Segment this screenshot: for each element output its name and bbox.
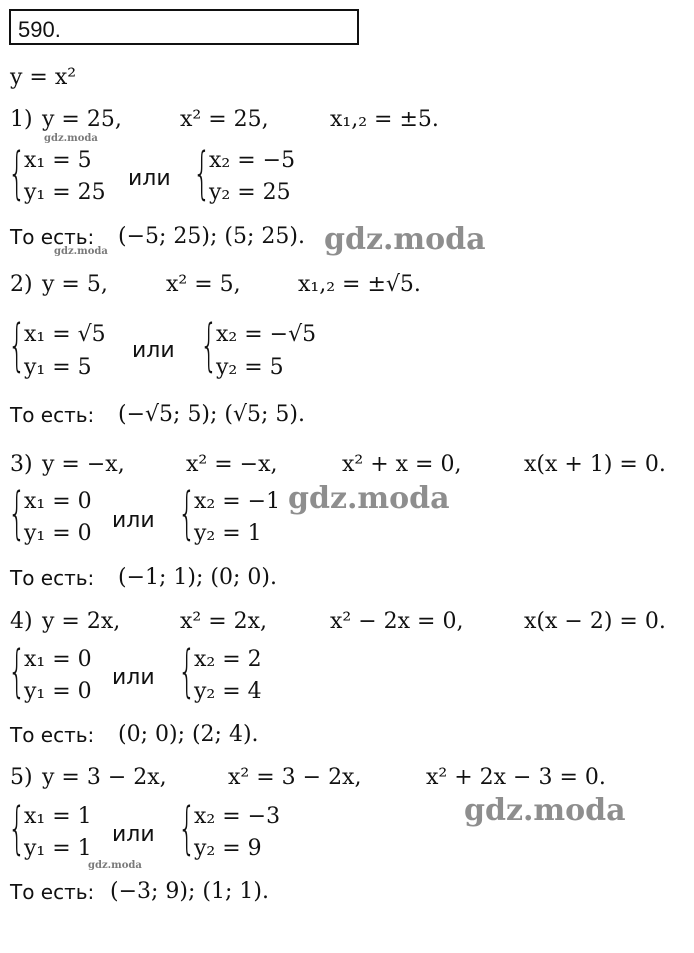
- brace-left: {: [200, 313, 218, 378]
- part-4-eq1: y = 2x,: [42, 609, 121, 634]
- brace-left: {: [8, 796, 26, 861]
- or-label: или: [112, 822, 155, 847]
- part-1-number: 1): [10, 107, 33, 132]
- part-2-eq2: x² = 5,: [166, 272, 241, 297]
- brace-left: {: [178, 639, 196, 704]
- part-5-eq2: x² = 3 − 2x,: [228, 765, 362, 790]
- part-3-eq1: y = −x,: [42, 452, 125, 477]
- watermark-small: gdz.moda: [44, 133, 98, 144]
- system-1-line-2: y₁ = 5: [24, 355, 92, 380]
- brace-left: {: [193, 141, 211, 206]
- system-2-line-2: y₂ = 5: [216, 355, 284, 380]
- part-4-number: 4): [10, 609, 33, 634]
- part-3-eq4: x(x + 1) = 0.: [524, 452, 666, 477]
- part-5-eq3: x² + 2x − 3 = 0.: [426, 765, 606, 790]
- problem-number-box: [9, 9, 359, 45]
- part-4-answer: (0; 0); (2; 4).: [118, 722, 259, 747]
- part-4-eq3: x² − 2x = 0,: [330, 609, 464, 634]
- part-5-eq1: y = 3 − 2x,: [42, 765, 167, 790]
- brace-left: {: [178, 796, 196, 861]
- system-2-line-1: x₂ = −5: [209, 148, 296, 173]
- brace-left: {: [8, 141, 26, 206]
- part-3-number: 3): [10, 452, 33, 477]
- system-1-line-1: x₁ = 0: [24, 489, 92, 514]
- brace-left: {: [8, 639, 26, 704]
- brace-left: {: [8, 313, 26, 378]
- part-1-eq2: x² = 25,: [180, 107, 269, 132]
- answer-prefix: То есть:: [10, 566, 95, 590]
- system-2-line-2: y₂ = 4: [194, 679, 262, 704]
- system-1-line-2: y₁ = 1: [24, 836, 92, 861]
- system-2-line-1: x₂ = −1: [194, 489, 281, 514]
- part-2-answer: (−√5; 5); (√5; 5).: [118, 402, 305, 427]
- part-3-eq2: x² = −x,: [186, 452, 278, 477]
- system-2-line-1: x₂ = −3: [194, 804, 281, 829]
- system-1-line-2: y₁ = 0: [24, 679, 92, 704]
- system-2-line-2: y₂ = 1: [194, 521, 262, 546]
- system-1-line-1: x₁ = 1: [24, 804, 92, 829]
- watermark-small: gdz.moda: [54, 246, 108, 257]
- watermark-small: gdz.moda: [88, 860, 142, 871]
- answer-prefix: То есть:: [10, 225, 95, 249]
- part-2-number: 2): [10, 272, 33, 297]
- answer-prefix: То есть:: [10, 403, 95, 427]
- or-label: или: [128, 166, 171, 191]
- part-4-eq4: x(x − 2) = 0.: [524, 609, 666, 634]
- part-1-eq3: x₁,₂ = ±5.: [330, 107, 439, 132]
- problem-number: 590.: [18, 17, 61, 42]
- or-label: или: [132, 338, 175, 363]
- or-label: или: [112, 665, 155, 690]
- system-1-line-1: x₁ = 5: [24, 148, 92, 173]
- system-2-line-2: y₂ = 25: [209, 180, 291, 205]
- part-1-eq1: y = 25,: [42, 107, 122, 132]
- part-4-eq2: x² = 2x,: [180, 609, 268, 634]
- system-1-line-1: x₁ = 0: [24, 647, 92, 672]
- part-5-number: 5): [10, 765, 33, 790]
- system-2-line-1: x₂ = 2: [194, 647, 262, 672]
- system-1-line-2: y₁ = 0: [24, 521, 92, 546]
- part-2-eq3: x₁,₂ = ±√5.: [298, 272, 421, 297]
- system-2-line-2: y₂ = 9: [194, 836, 262, 861]
- part-1-answer: (−5; 25); (5; 25).: [118, 224, 305, 249]
- part-2-eq1: y = 5,: [42, 272, 108, 297]
- part-3-answer: (−1; 1); (0; 0).: [118, 565, 277, 590]
- part-3-eq3: x² + x = 0,: [342, 452, 462, 477]
- watermark: gdz.moda: [464, 793, 626, 828]
- brace-left: {: [8, 481, 26, 546]
- system-1-line-2: y₁ = 25: [24, 180, 106, 205]
- watermark: gdz.moda: [324, 222, 486, 257]
- system-1-line-1: x₁ = √5: [24, 322, 106, 347]
- or-label: или: [112, 508, 155, 533]
- part-5-answer: (−3; 9); (1; 1).: [110, 879, 269, 904]
- answer-prefix: То есть:: [10, 723, 95, 747]
- watermark: gdz.moda: [288, 481, 450, 516]
- answer-prefix: То есть:: [10, 880, 95, 904]
- brace-left: {: [178, 481, 196, 546]
- system-2-line-1: x₂ = −√5: [216, 322, 317, 347]
- function-line: y = x²: [10, 65, 77, 90]
